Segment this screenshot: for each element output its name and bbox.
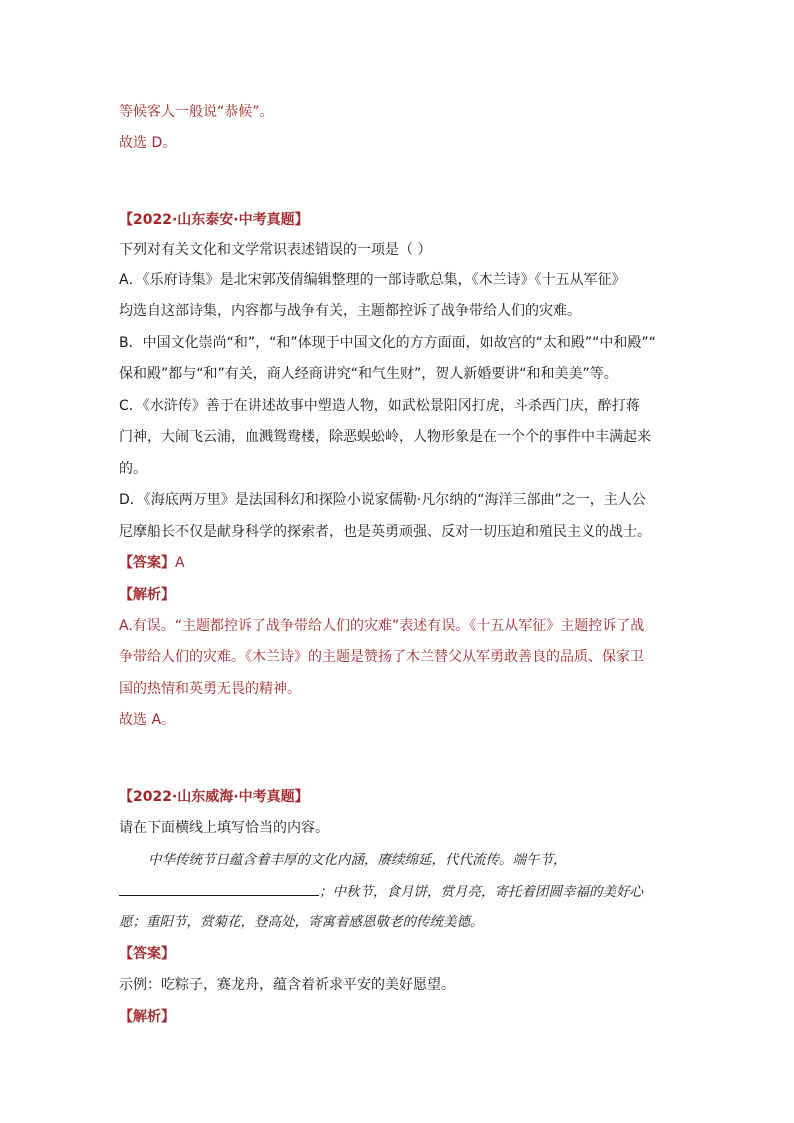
question-1-source-header: 【2022·山东泰安·中考真题】: [119, 212, 309, 228]
option-c-line-2: 门神，大闹飞云浦，血溅鸳鸯楼，除恶蜈蚣岭，人物形象是在一个个的事件中丰满起来: [119, 429, 651, 445]
question-1-analysis-label: 【解析】: [119, 587, 175, 603]
previous-explanation-line: 等候客人一般说“恭候”。: [119, 104, 274, 120]
question-2-answer-label: 【答案】: [119, 946, 175, 962]
answer-label: 【答案】: [119, 555, 175, 571]
option-d-line-1: D．《海底两万里》是法国科幻和探险小说家儒勒·凡尔纳的“海洋三部曲”之一，主人公: [119, 492, 646, 508]
answer-value: A: [175, 555, 185, 571]
analysis-line-2: 争带给人们的灾难。《木兰诗》的主题是赞扬了木兰替父从军勇敢善良的品质、保家卫: [119, 649, 644, 665]
option-a-line-2: 均选自这部诗集，内容都与战争有关，主题都控诉了战争带给人们的灾难。: [119, 303, 581, 319]
option-d-line-2: 尼摩船长不仅是献身科学的探索者，也是英勇顽强、反对一切压迫和殖民主义的战士。: [119, 524, 651, 540]
option-c-line-3: 的。: [119, 461, 147, 477]
question-1-answer: [119, 553, 185, 573]
option-b-line-1: B．中国文化崇尚“和”，“和”体现于中国文化的方方面面，如故宫的“太和殿”“中和殿”“: [119, 335, 656, 351]
previous-conclusion: 故选 D。: [119, 135, 177, 151]
question-2-stem: 请在下面横线上填写恰当的内容。: [119, 820, 329, 836]
question-2-analysis-label: 【解析】: [119, 1009, 175, 1025]
option-c-line-1: C．《水浒传》善于在讲述故事中塑造人物，如武松景阳冈打虎，斗杀西门庆，醉打蒋: [119, 398, 640, 414]
fill-in-blank[interactable]: [119, 881, 319, 896]
option-a-line-1: A．《乐府诗集》是北宋郭茂倩编辑整理的一部诗歌总集，《木兰诗》《十五从军征》: [119, 272, 626, 288]
question-2-answer-text: 示例：吃粽子，赛龙舟，蕴含着祈求平安的美好愿望。: [119, 977, 455, 993]
passage-line-2-text: ；中秋节，食月饼，赏月亮，寄托着团圆幸福的美好心: [319, 884, 643, 900]
passage-line-1: 中华传统节日蕴含着丰厚的文化内涵，赓续绵延，代代流传。端午节，: [148, 852, 567, 868]
analysis-line-3: 国的热情和英勇无畏的精神。: [119, 681, 301, 697]
option-b-line-2: 保和殿”都与“和”有关，商人经商讲究“和气生财”，贺人新婚要讲“和和美美”等。: [119, 366, 618, 382]
passage-line-3: 愿；重阳节，赏菊花，登高处，寄寓着感恩敬老的传统美德。: [119, 914, 484, 930]
question-2-source-header: 【2022·山东威海·中考真题】: [119, 789, 309, 805]
question-1-conclusion: 故选 A。: [119, 712, 176, 728]
passage-line-2: [119, 881, 643, 902]
question-1-stem: 下列对有关文化和文学常识表述错误的一项是（ ）: [119, 242, 432, 258]
analysis-line-1: A.有误。“主题都控诉了战争带给人们的灾难”表述有误。《十五从军征》主题控诉了战: [119, 618, 645, 634]
